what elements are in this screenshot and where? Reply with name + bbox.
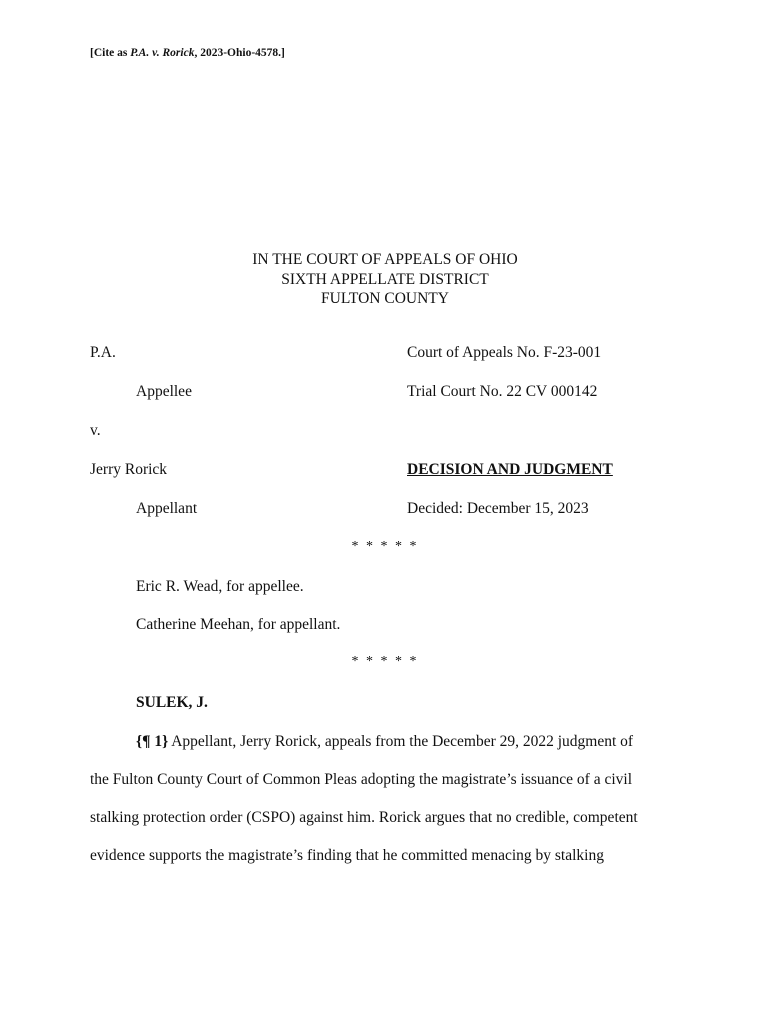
party1-name: P.A. xyxy=(90,344,116,361)
party2-name: Jerry Rorick xyxy=(90,461,168,478)
citation-prefix: [Cite as xyxy=(90,47,131,59)
paragraph-line-2: the Fulton County Court of Common Pleas adopting the magistrate’s issuance of a civil xyxy=(90,771,633,788)
decision-title: DECISION AND JUDGMENT xyxy=(407,461,613,478)
paragraph-marker: {¶ 1} xyxy=(136,733,169,750)
decided-date: Decided: December 15, 2023 xyxy=(407,500,589,517)
separator-bottom: * * * * * xyxy=(351,654,419,669)
party1-role: Appellee xyxy=(136,383,192,400)
versus-label: v. xyxy=(90,422,101,439)
court-name: IN THE COURT OF APPEALS OF OHIO xyxy=(252,251,518,268)
court-county: FULTON COUNTY xyxy=(321,290,449,307)
trial-case-number: Trial Court No. 22 CV 000142 xyxy=(407,383,598,400)
appeals-case-number: Court of Appeals No. F-23-001 xyxy=(407,344,602,361)
paragraph-line-1 xyxy=(136,733,633,751)
court-district: SIXTH APPELLATE DISTRICT xyxy=(281,270,489,288)
paragraph-line-1-text: Appellant, Jerry Rorick, appeals from the December 29, 2022 judgment of xyxy=(168,733,634,750)
paragraph-line-4: evidence supports the magistrate’s finding that he committed menacing by stalking xyxy=(90,847,604,864)
paragraph-line-3: stalking protection order (CSPO) against him. Rorick argues that no credible, competent xyxy=(90,809,638,826)
judge-name: SULEK, J. xyxy=(136,694,208,711)
citation-case-name: P.A. v. Rorick xyxy=(130,47,195,59)
court-heading xyxy=(0,250,770,309)
citation-header xyxy=(90,47,285,59)
counsel-appellant: Catherine Meehan, for appellant. xyxy=(136,616,341,633)
party2-role: Appellant xyxy=(136,500,198,517)
counsel-appellee: Eric R. Wead, for appellee. xyxy=(136,578,304,595)
citation-suffix: , 2023-Ohio-4578.] xyxy=(194,47,285,59)
separator-top: * * * * * xyxy=(351,539,419,554)
